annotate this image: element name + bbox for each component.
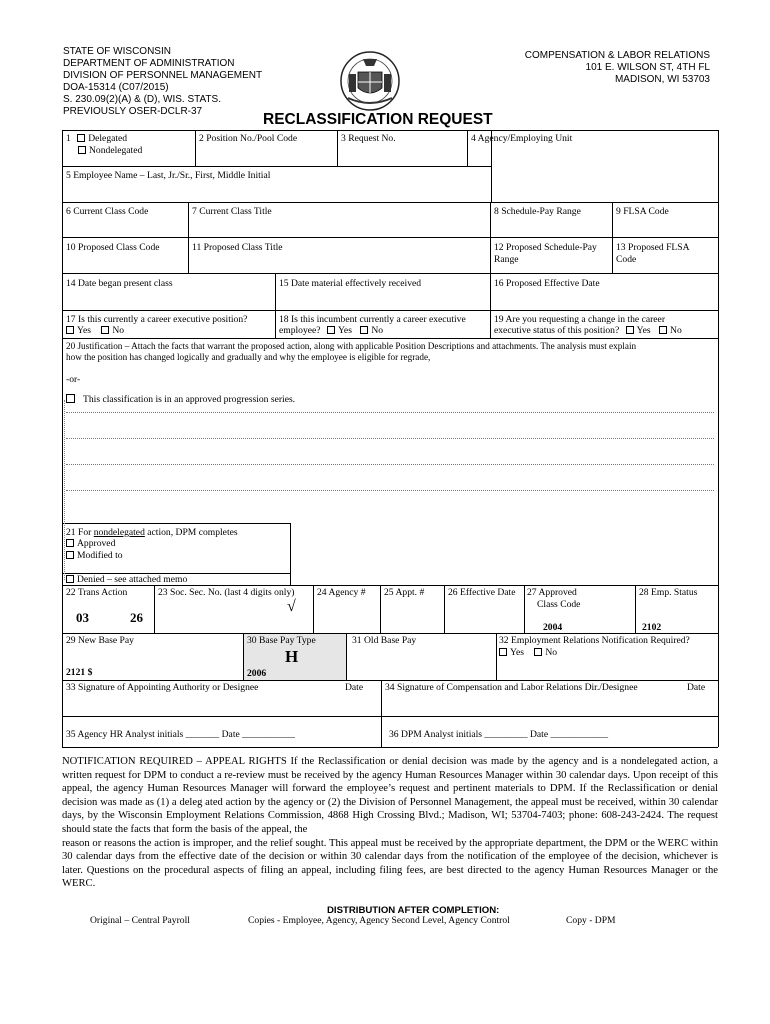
header-right-line: 101 E. WILSON ST, 4TH FL bbox=[585, 62, 710, 73]
field-5-label: 5 Employee Name – Last, Jr./Sr., First, Middle Initial bbox=[66, 170, 271, 181]
field-7-label: 7 Current Class Title bbox=[192, 206, 272, 217]
field-2-label: 2 Position No./Pool Code bbox=[199, 133, 298, 144]
justification-textarea[interactable] bbox=[66, 408, 714, 520]
denied-label: Denied – see attached memo bbox=[77, 574, 188, 585]
header-left-line: PREVIOUSLY OSER-DCLR-37 bbox=[63, 106, 203, 117]
notification-no-checkbox[interactable] bbox=[534, 648, 542, 656]
or-label: -or- bbox=[66, 374, 81, 385]
field-20-label-cont: how the position has changed logically and gradually and why the employee is eligible for regrade, bbox=[66, 352, 431, 362]
field-17-label: 17 Is this currently a career executive position? bbox=[66, 314, 248, 325]
field-18-label: 18 Is this incumbent currently a career executive bbox=[279, 314, 466, 325]
pay-code-2006: 2006 bbox=[247, 668, 267, 679]
no-label: No bbox=[371, 325, 384, 336]
no-label: No bbox=[670, 325, 682, 336]
field-36-label: 36 DPM Analyst initials _________ Date ____________ bbox=[389, 729, 609, 740]
progression-label: This classification is in an approved progression series. bbox=[83, 394, 296, 405]
delegated-label: Delegated bbox=[88, 133, 128, 144]
notice-paragraph: NOTIFICATION REQUIRED – APPEAL RIGHTS If the Reclassification or denial decision was made by the agency and is a nondelegated action, a written request for DPM to conduct a re-review must be received by the agency Human Resources Manager within 30 calendar days. Upon receipt of this appeal, the agency Human Resources Manager will forward the employee’s request and pertinent materials to DPM. If the Reclassification or denial decision was made as (1) a deleg ated action by the agency or (2) the Division of Personnel Management, the appeal must be received, within 30 calendar days, by the Wisconsin Employment Relations Commission, 4868 High Crossing Blvd.; Madison, WI; 53704-7403; phone: 608-243-2424. The request should state the facts that form the basis of the appeal, the bbox=[62, 756, 718, 835]
field-33-date-label: Date bbox=[345, 682, 364, 693]
distribution-copies: Copies - Employee, Agency, Agency Second Level, Agency Control bbox=[248, 915, 510, 926]
yes-label: Yes bbox=[77, 325, 91, 336]
field-4-label: 4 Agency/Employing Unit bbox=[471, 133, 573, 144]
field-24-label: 24 Agency # bbox=[317, 587, 366, 598]
nondelegated-label: Nondelegated bbox=[89, 145, 143, 156]
header-right-line: COMPENSATION & LABOR RELATIONS bbox=[524, 50, 710, 61]
header-right-line: MADISON, WI 53703 bbox=[614, 74, 710, 85]
field-6-label: 6 Current Class Code bbox=[66, 206, 149, 217]
field-35-label: 35 Agency HR Analyst initials _______ Date ___________ bbox=[66, 729, 295, 740]
field-19-label-cont: executive status of this position? bbox=[494, 325, 620, 336]
field-10-label: 10 Proposed Class Code bbox=[66, 242, 160, 253]
field-20-label: 20 Justification – Attach the facts that warrant the proposed action, along with applicable Position Descriptions and attachments. The analysis must explain bbox=[66, 341, 637, 351]
field-19-label: 19 Are you requesting a change in the career bbox=[494, 314, 666, 325]
field-9-label: 9 FLSA Code bbox=[616, 206, 669, 217]
modified-checkbox[interactable] bbox=[66, 551, 74, 559]
incumbent-yes-checkbox[interactable] bbox=[327, 326, 335, 334]
class-code-2102: 2102 bbox=[642, 622, 662, 633]
field-13-label: 13 Proposed FLSA bbox=[616, 242, 690, 253]
distribution-original: Original – Central Payroll bbox=[90, 915, 190, 926]
field-21-label: 21 For bbox=[66, 527, 94, 538]
field-34-date-label: Date bbox=[687, 682, 706, 693]
header-left-line: S. 230.09(2)(A) & (D), WIS. STATS. bbox=[63, 94, 221, 105]
field-31-label: 31 Old Base Pay bbox=[352, 635, 417, 646]
modified-label: Modified to bbox=[77, 550, 123, 561]
field-1-number: 1 bbox=[66, 133, 71, 144]
distribution-copy-dpm: Copy - DPM bbox=[566, 915, 616, 926]
field-8-label: 8 Schedule-Pay Range bbox=[494, 206, 581, 217]
field-27-label: 27 Approved bbox=[527, 587, 577, 598]
field-3-label: 3 Request No. bbox=[341, 133, 396, 144]
approved-label: Approved bbox=[77, 538, 116, 549]
class-code-2004: 2004 bbox=[543, 622, 563, 633]
state-seal-icon bbox=[336, 46, 404, 112]
status-change-no-checkbox[interactable] bbox=[659, 326, 667, 334]
field-12-label-cont: Range bbox=[494, 254, 519, 265]
field-34-label: 34 Signature of Compensation and Labor Relations Dir./Designee bbox=[385, 682, 638, 693]
field-15-label: 15 Date material effectively received bbox=[279, 278, 422, 289]
incumbent-no-checkbox[interactable] bbox=[360, 326, 368, 334]
header-left-line: STATE OF WISCONSIN bbox=[63, 46, 171, 57]
field-13-label-cont: Code bbox=[616, 254, 637, 265]
appeal-rights-notice bbox=[62, 755, 718, 891]
notification-yes-checkbox[interactable] bbox=[499, 648, 507, 656]
field-29-label: 29 New Base Pay bbox=[66, 635, 134, 646]
field-21-label-cont: action, DPM completes bbox=[144, 527, 238, 538]
field-11-label: 11 Proposed Class Title bbox=[192, 242, 283, 253]
progression-checkbox[interactable] bbox=[66, 394, 75, 403]
approved-checkbox[interactable] bbox=[66, 539, 74, 547]
notice-paragraph: reason or reasons the action is improper, and the relief sought. This appeal must be received by the appropriate department, the DPM or the WERC within 30 calendar days from the effective date of the decision or within 30 calendar days from the notification of the employee of the decision, whichever is later. Questions on the procedural aspects of filing an appeal, including filing fees, are best directed to the agency Human Resources Manager or the WERC. bbox=[62, 837, 718, 890]
check-mark: √ bbox=[287, 598, 296, 615]
field-28-label: 28 Emp. Status bbox=[639, 587, 698, 598]
field-27-label-cont: Class Code bbox=[537, 599, 581, 610]
field-22-label: 22 Trans Action bbox=[66, 587, 128, 598]
denied-checkbox[interactable] bbox=[66, 575, 74, 583]
career-exec-no-checkbox[interactable] bbox=[101, 326, 109, 334]
status-change-yes-checkbox[interactable] bbox=[626, 326, 634, 334]
field-14-label: 14 Date began present class bbox=[66, 278, 173, 289]
field-18-label-cont: employee? bbox=[279, 325, 321, 336]
career-exec-yes-checkbox[interactable] bbox=[66, 326, 74, 334]
no-label: No bbox=[545, 647, 558, 658]
trans-action-code-2: 26 bbox=[130, 610, 143, 625]
yes-label: Yes bbox=[337, 325, 352, 336]
header-left-line: DOA-15314 (C07/2015) bbox=[63, 82, 169, 93]
field-33-label: 33 Signature of Appointing Authority or Designee bbox=[66, 682, 259, 693]
field-32-label: 32 Employment Relations Notification Required? bbox=[499, 635, 690, 646]
field-30-label: 30 Base Pay Type bbox=[247, 635, 316, 646]
nondelegated-checkbox[interactable] bbox=[78, 146, 86, 154]
field-21-underlined: nondelegated bbox=[93, 527, 145, 538]
trans-action-code-1: 03 bbox=[76, 610, 89, 625]
form-title: RECLASSIFICATION REQUEST bbox=[263, 111, 493, 128]
header-left-line: DIVISION OF PERSONNEL MANAGEMENT bbox=[63, 70, 263, 81]
no-label: No bbox=[112, 325, 125, 336]
field-26-label: 26 Effective Date bbox=[448, 587, 516, 598]
header-left-line: DEPARTMENT OF ADMINISTRATION bbox=[63, 58, 235, 69]
base-pay-type-value: H bbox=[285, 647, 299, 666]
pay-code-2121: 2121 $ bbox=[66, 667, 93, 678]
yes-label: Yes bbox=[510, 647, 524, 658]
field-23-label: 23 Soc. Sec. No. (last 4 digits only) bbox=[158, 587, 295, 598]
yes-label: Yes bbox=[636, 325, 651, 336]
delegated-checkbox[interactable] bbox=[77, 134, 85, 142]
field-16-label: 16 Proposed Effective Date bbox=[494, 278, 600, 289]
field-12-label: 12 Proposed Schedule-Pay bbox=[494, 242, 597, 253]
field-25-label: 25 Appt. # bbox=[384, 587, 425, 598]
distribution-title: DISTRIBUTION AFTER COMPLETION: bbox=[327, 905, 500, 916]
header-left bbox=[63, 46, 262, 118]
header-right bbox=[525, 50, 710, 86]
